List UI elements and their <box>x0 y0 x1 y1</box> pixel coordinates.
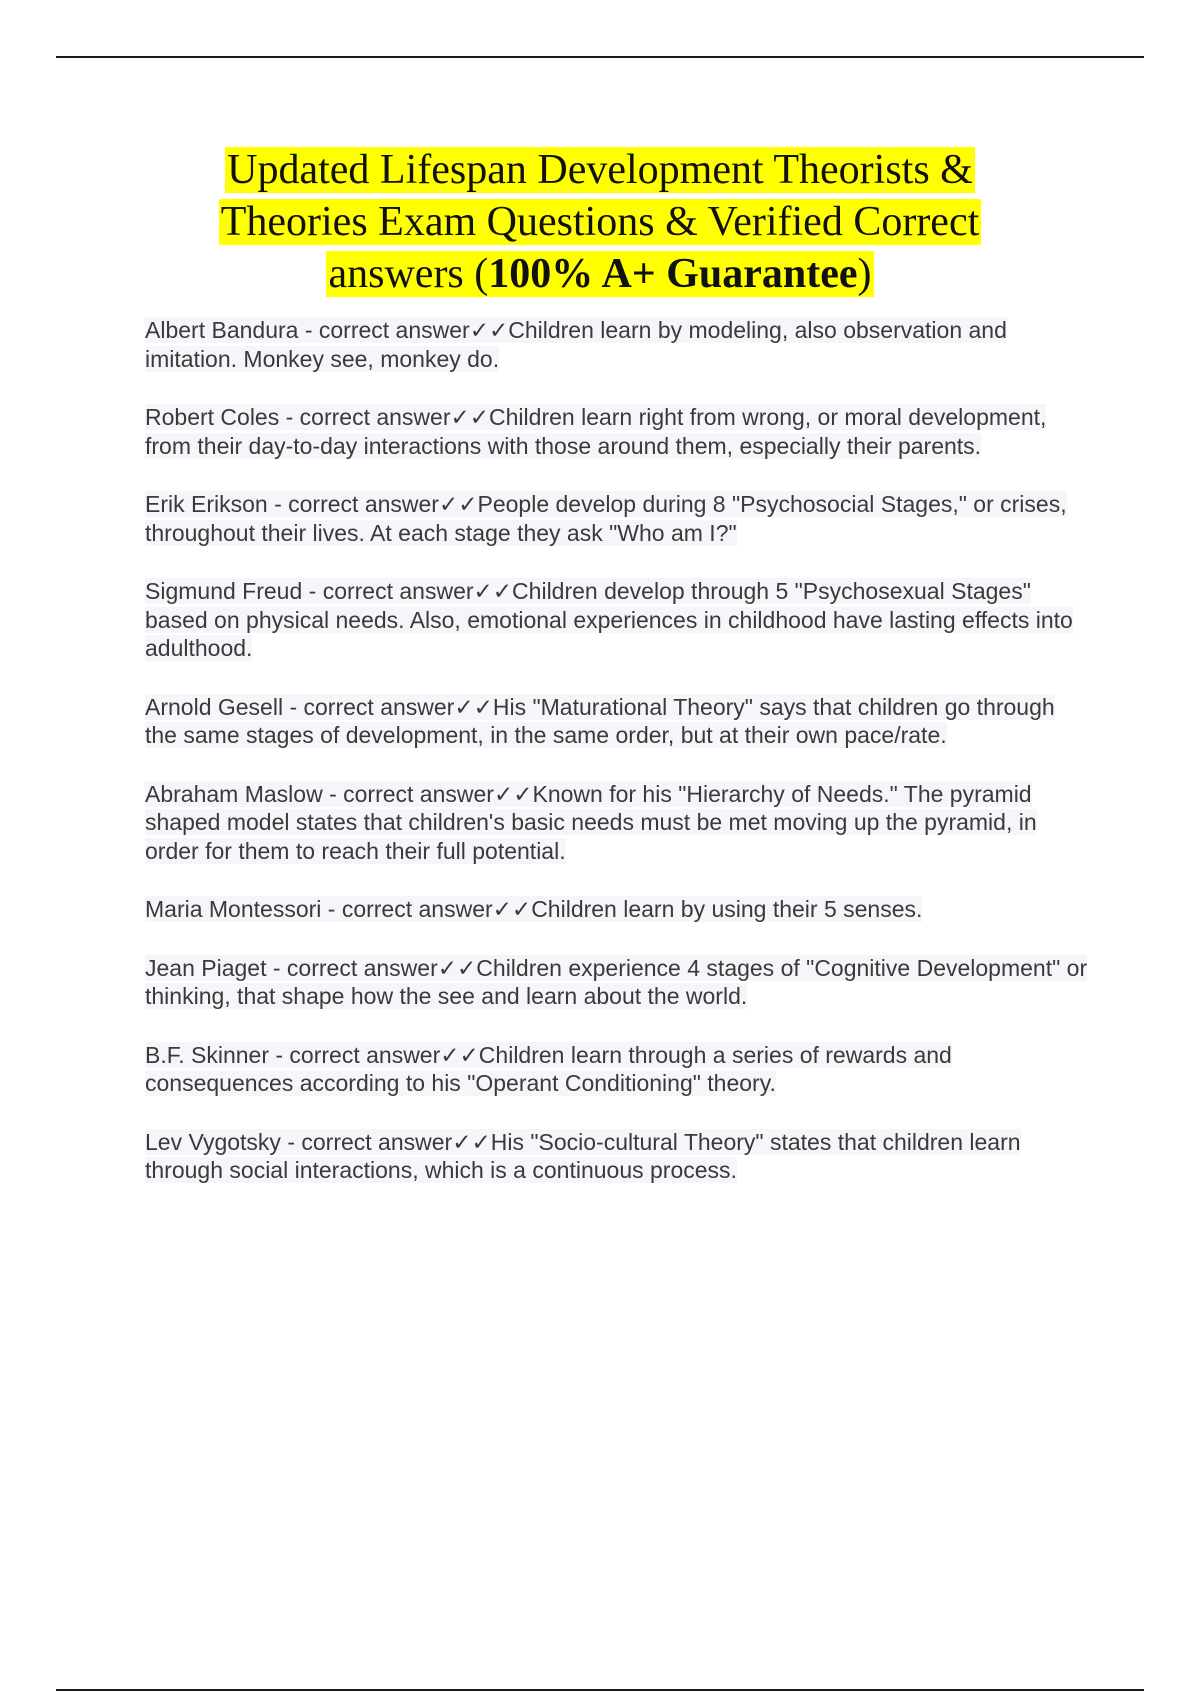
title-highlight <box>219 147 982 297</box>
qa-item-text: Albert Bandura - correct answer✓✓Children learn by modeling, also observation and imitation. Monkey see, monkey do. <box>145 317 1007 372</box>
qa-item <box>145 403 1090 460</box>
document-title <box>150 144 1050 300</box>
qa-list <box>145 316 1090 1185</box>
qa-item-text: Lev Vygotsky - correct answer✓✓His "Socio-cultural Theory" states that children learn through social interactions, which is a continuous process. <box>145 1128 1021 1183</box>
qa-item-text: Jean Piaget - correct answer✓✓Children experience 4 stages of "Cognitive Development" or thinking, that shape how the see and learn about the world. <box>145 954 1088 1009</box>
qa-item <box>145 1128 1090 1185</box>
qa-item-text: Sigmund Freud - correct answer✓✓Children develop through 5 "Psychosexual Stages" based on physical needs. Also, emotional experiences in childhood have lasting effects into adulthood. <box>145 578 1073 661</box>
qa-item-text: Arnold Gesell - correct answer✓✓His "Maturational Theory" says that children go through the same stages of development, in the same order, but at their own pace/rate. <box>145 693 1055 748</box>
qa-item-text: Abraham Maslow - correct answer✓✓Known for his "Hierarchy of Needs." The pyramid shaped model states that children's basic needs must be met moving up the pyramid, in order for them to reach their full potential. <box>145 780 1037 864</box>
qa-item-text: Erik Erikson - correct answer✓✓People develop during 8 "Psychosocial Stages," or crises, throughout their lives. At each stage they ask "Who am I?" <box>145 491 1067 546</box>
title-guarantee: 100% A+ Guarantee <box>488 251 858 297</box>
qa-item <box>145 490 1090 547</box>
title-close-paren: ) <box>857 251 872 297</box>
bottom-rule <box>56 1689 1144 1691</box>
title-text: Updated Lifespan Development Theorists & Theories Exam Questions & Verified Correct answers ( <box>220 147 980 297</box>
top-rule <box>56 56 1144 58</box>
qa-item <box>145 693 1090 750</box>
qa-item <box>145 780 1090 866</box>
qa-item-text: Maria Montessori - correct answer✓✓Children learn by using their 5 senses. <box>145 896 923 922</box>
qa-item <box>145 316 1090 373</box>
qa-item <box>145 895 1090 924</box>
qa-item-text: B.F. Skinner - correct answer✓✓Children learn through a series of rewards and consequences according to his "Operant Conditioning" theory. <box>145 1041 952 1096</box>
qa-item <box>145 954 1090 1011</box>
qa-item-text: Robert Coles - correct answer✓✓Children learn right from wrong, or moral development, from their day-to-day interactions with those around them, especially their parents. <box>145 404 1047 459</box>
qa-item <box>145 1041 1090 1098</box>
qa-item <box>145 577 1090 663</box>
